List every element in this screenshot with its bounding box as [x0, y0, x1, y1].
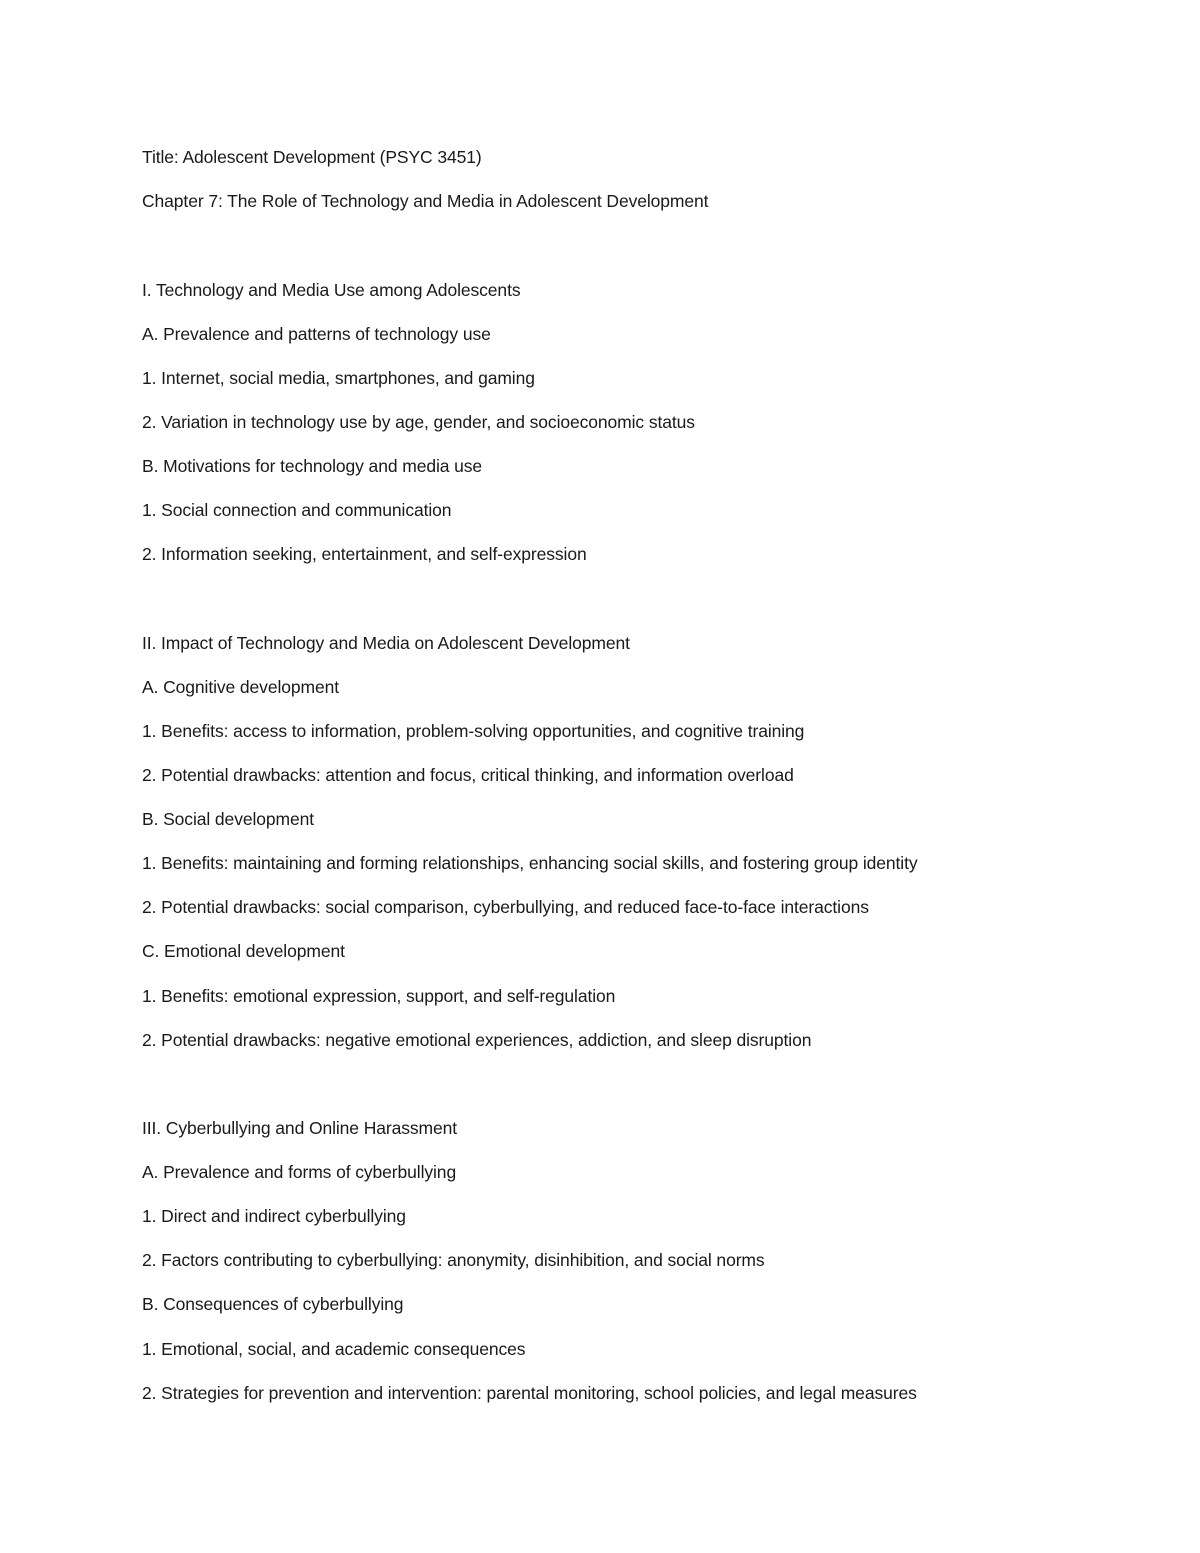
- list-item: 2. Potential drawbacks: negative emotional experiences, addiction, and sleep disruption: [142, 1030, 812, 1050]
- subsection-heading: B. Consequences of cyberbullying: [142, 1294, 404, 1314]
- list-item: 1. Social connection and communication: [142, 500, 452, 520]
- list-item: 2. Strategies for prevention and intervention: parental monitoring, school policies, and legal measures: [142, 1383, 917, 1403]
- list-item: 2. Information seeking, entertainment, and self-expression: [142, 544, 587, 564]
- section-heading-2: II. Impact of Technology and Media on Adolescent Development: [142, 633, 630, 653]
- list-item: 1. Benefits: access to information, problem-solving opportunities, and cognitive training: [142, 721, 805, 741]
- list-item: 1. Benefits: maintaining and forming relationships, enhancing social skills, and fostering group identity: [142, 853, 918, 873]
- list-item: 1. Emotional, social, and academic consequences: [142, 1339, 526, 1359]
- subsection-heading: B. Social development: [142, 809, 315, 829]
- list-item: 1. Internet, social media, smartphones, and gaming: [142, 368, 535, 388]
- subsection-heading: C. Emotional development: [142, 941, 345, 961]
- section-heading-3: III. Cyberbullying and Online Harassment: [142, 1118, 458, 1138]
- subsection-heading: A. Prevalence and patterns of technology use: [142, 324, 491, 344]
- list-item: 1. Benefits: emotional expression, support, and self-regulation: [142, 986, 616, 1006]
- section-heading-1: I. Technology and Media Use among Adolescents: [142, 280, 521, 300]
- list-item: 2. Potential drawbacks: social comparison, cyberbullying, and reduced face-to-face interactions: [142, 897, 869, 917]
- list-item: 1. Direct and indirect cyberbullying: [142, 1206, 406, 1226]
- subsection-heading: A. Cognitive development: [142, 677, 340, 697]
- chapter-heading: Chapter 7: The Role of Technology and Media in Adolescent Development: [142, 191, 709, 211]
- subsection-heading: B. Motivations for technology and media use: [142, 456, 483, 476]
- document-title: Title: Adolescent Development (PSYC 3451): [142, 147, 482, 167]
- list-item: 2. Factors contributing to cyberbullying: anonymity, disinhibition, and social norms: [142, 1250, 765, 1270]
- list-item: 2. Potential drawbacks: attention and focus, critical thinking, and information overload: [142, 765, 794, 785]
- subsection-heading: A. Prevalence and forms of cyberbullying: [142, 1162, 457, 1182]
- list-item: 2. Variation in technology use by age, gender, and socioeconomic status: [142, 412, 695, 432]
